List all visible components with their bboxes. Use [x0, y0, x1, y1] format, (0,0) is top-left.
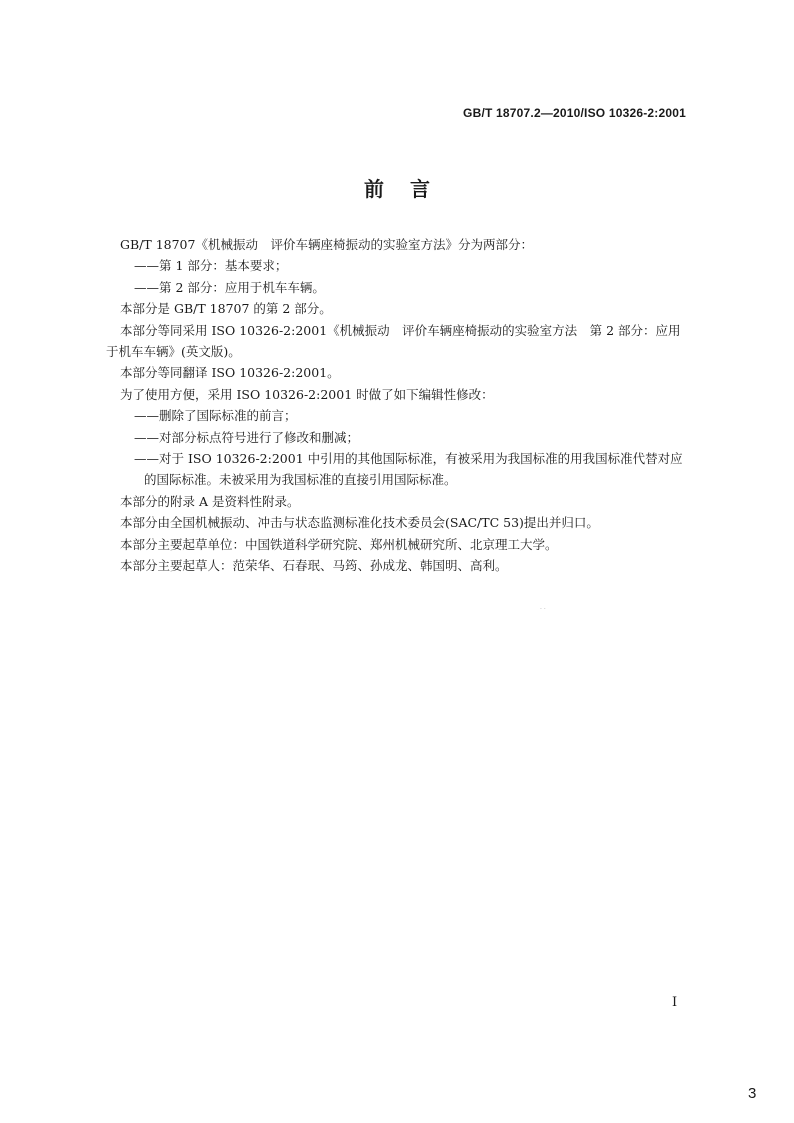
roman-page-number: I: [672, 995, 678, 1010]
paragraph-translation: 本部分等同翻译 ISO 10326-2:2001。: [120, 365, 340, 381]
list-item-mod3-cont: 的国际标准。未被采用为我国标准的直接引用国际标准。: [144, 472, 457, 488]
paragraph-annex: 本部分的附录 A 是资料性附录。: [120, 493, 300, 509]
list-item-mod1: ——删除了国际标准的前言；: [134, 408, 297, 424]
scan-page-number: 3: [748, 1085, 757, 1102]
paragraph-adoption: 本部分等同采用 ISO 10326-2:2001《机械振动 评价车辆座椅振动的实验室方法 第 2 部分：应用: [120, 322, 681, 338]
page-title: 前言: [364, 177, 456, 201]
paragraph-intro: GB/T 18707《机械振动 评价车辆座椅振动的实验室方法》分为两部分：: [120, 237, 533, 252]
paragraph-adoption-cont: 于机车车辆》(英文版)。: [106, 344, 241, 360]
paragraph-part-statement: 本部分是 GB/T 18707 的第 2 部分。: [120, 301, 332, 317]
paragraph-drafters: 本部分主要起草人：范荣华、石春珉、马筠、孙成龙、韩国明、高利。: [120, 558, 508, 574]
paragraph-drafting-units: 本部分主要起草单位：中国铁道科学研究院、郑州机械研究所、北京理工大学。: [120, 536, 558, 552]
list-item-mod2: ——对部分标点符号进行了修改和删减；: [134, 429, 360, 445]
paragraph-committee: 本部分由全国机械振动、冲击与状态监测标准化技术委员会(SAC/TC 53)提出并归口。: [120, 515, 599, 531]
list-item-mod3: ——对于 ISO 10326-2:2001 中引用的其他国际标准，有被采用为我国标准的用我国标准代替对应: [134, 451, 683, 467]
standard-number: GB/T 18707.2—2010/ISO 10326-2:2001: [463, 106, 686, 120]
list-item-part2: ——第 2 部分：应用于机车车辆。: [134, 279, 325, 295]
list-item-part1: ——第 1 部分：基本要求；: [134, 258, 288, 274]
scan-speck: · ·: [540, 606, 546, 613]
paragraph-modifications: 为了使用方便，采用 ISO 10326-2:2001 时做了如下编辑性修改：: [120, 386, 494, 402]
foreword-body: [106, 234, 686, 577]
